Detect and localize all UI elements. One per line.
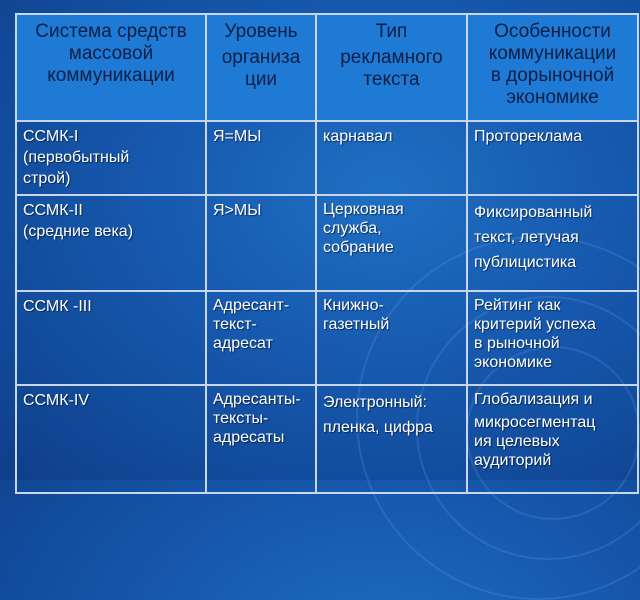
- cell-line: собрание: [323, 239, 394, 256]
- cell-text-type: [316, 195, 467, 291]
- header-line: экономике: [506, 87, 599, 108]
- cell-line: ия целевых: [474, 433, 560, 450]
- cell-line: ССМК-IV: [23, 392, 90, 409]
- cell-text-type: [316, 291, 467, 385]
- table-row: [16, 385, 638, 493]
- cell-level: [206, 385, 316, 493]
- cell-features: [467, 121, 638, 195]
- cell-text-type: [316, 121, 467, 195]
- header-features: [467, 14, 638, 121]
- cell-line: строй): [23, 170, 71, 187]
- cell-line: Я>МЫ: [213, 202, 262, 219]
- cell-line: адресаты: [213, 429, 285, 446]
- cell-line: адресат: [213, 335, 273, 352]
- header-line: рекламного: [340, 47, 443, 68]
- table-row: [16, 195, 638, 291]
- cell-system: [16, 385, 206, 493]
- header-line: организа: [221, 47, 301, 68]
- cell-line: Электронный:: [323, 394, 428, 411]
- cell-line: текст-: [213, 316, 257, 333]
- cell-line: (средние века): [23, 223, 134, 240]
- cell-line: Фиксированный: [474, 204, 593, 221]
- cell-line: Глобализация и: [474, 391, 593, 408]
- header-line: массовой: [68, 43, 154, 64]
- cell-line: газетный: [323, 316, 390, 333]
- communication-systems-table: [15, 13, 639, 494]
- cell-line: публицистика: [474, 254, 577, 271]
- header-line: текста: [363, 69, 420, 90]
- cell-system: [16, 291, 206, 385]
- header-line: коммуникации: [488, 43, 617, 64]
- header-line: коммуникации: [47, 65, 175, 86]
- cell-features: [467, 195, 638, 291]
- table-header-row: [16, 14, 638, 121]
- cell-line: Адресант-: [213, 297, 290, 314]
- cell-line: ССМК-II: [23, 202, 83, 219]
- header-text-type: [316, 14, 467, 121]
- cell-features: [467, 291, 638, 385]
- cell-line: ССМК-I: [23, 128, 79, 145]
- cell-level: [206, 195, 316, 291]
- cell-line: Книжно-: [323, 297, 384, 314]
- table-row: [16, 291, 638, 385]
- cell-line: критерий успеха: [474, 316, 596, 333]
- cell-line: (первобытный: [23, 149, 130, 166]
- cell-line: аудиторий: [474, 452, 552, 469]
- cell-line: микросегментац: [474, 414, 596, 431]
- header-line: Уровень: [224, 21, 298, 42]
- header-line: Система средств: [35, 21, 187, 42]
- cell-level: [206, 291, 316, 385]
- header-line: в дорыночной: [490, 65, 615, 86]
- cell-system: [16, 121, 206, 195]
- cell-line: служба,: [323, 220, 382, 237]
- header-line: ции: [244, 69, 278, 90]
- cell-line: Рейтинг как: [474, 297, 561, 314]
- table-row: [16, 121, 638, 195]
- cell-line: тексты-: [213, 410, 269, 427]
- cell-line: ССМК -III: [23, 298, 92, 315]
- cell-line: экономике: [474, 354, 552, 371]
- cell-level: [206, 121, 316, 195]
- cell-line: пленка, цифра: [323, 419, 433, 436]
- header-line: Особенности: [494, 21, 611, 42]
- cell-line: Церковная: [323, 201, 404, 218]
- cell-system: [16, 195, 206, 291]
- cell-features: [467, 385, 638, 493]
- cell-line: Протореклама: [474, 128, 583, 145]
- cell-line: Я=МЫ: [213, 128, 262, 145]
- header-level: [206, 14, 316, 121]
- header-line: Тип: [375, 21, 408, 42]
- cell-line: Адресанты-: [213, 391, 301, 408]
- cell-text-type: [316, 385, 467, 493]
- cell-line: текст, летучая: [474, 229, 579, 246]
- header-system: [16, 14, 206, 121]
- cell-line: карнавал: [323, 128, 393, 145]
- cell-line: в рыночной: [474, 335, 560, 352]
